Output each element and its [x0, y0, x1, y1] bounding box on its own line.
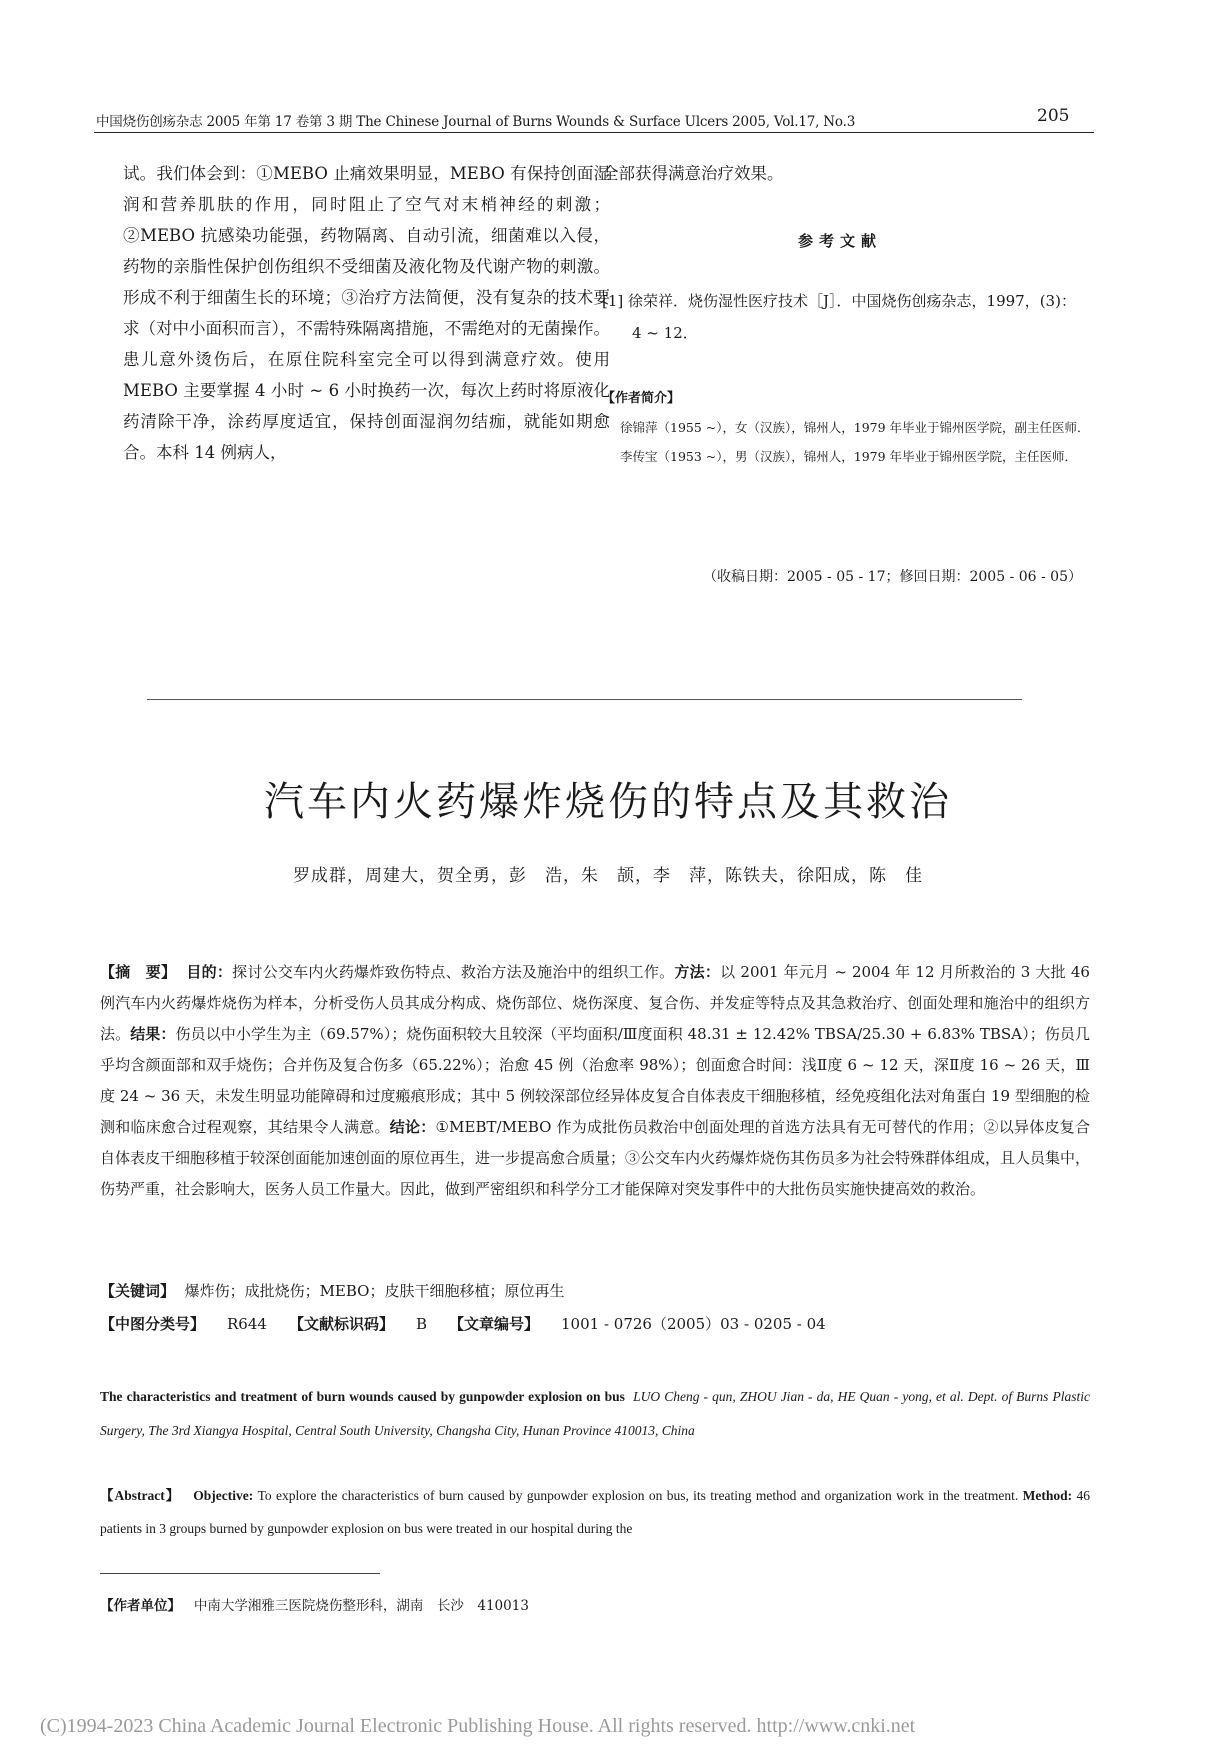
- article-title: 汽车内火药爆炸烧伤的特点及其救治: [264, 779, 952, 825]
- english-method-text: 46 patients in 3 groups burned by gunpowder explosion on bus were treated in our hospital during the: [100, 1488, 1091, 1536]
- author-list: 罗成群，周建大，贺全勇，彭 浩，朱 颉，李 萍，陈铁夫，徐阳成，陈 佳: [293, 866, 923, 886]
- reference-item: [1] 徐荣祥．烧伤湿性医疗技术［J］．中国烧伤创疡杂志，1997，(3)：4 ~ 12．: [602, 292, 1076, 342]
- english-title-block: [100, 1380, 1090, 1448]
- keywords-label: 【关键词】: [100, 1282, 176, 1300]
- chinese-abstract: [100, 957, 1090, 1205]
- article-no-value: 1001 - 0726（2005）03 - 0205 - 04: [561, 1315, 826, 1333]
- english-objective-text: To explore the characteristics of burn caused by gunpowder explosion on bus, its treating method and organization work in the treatment.: [257, 1488, 1019, 1503]
- objective-text: 探讨公交车内火药爆炸致伤特点、救治方法及施治中的组织工作。: [232, 963, 675, 981]
- english-title: The characteristics and treatment of burn wounds caused by gunpowder explosion on bus: [100, 1389, 625, 1404]
- keywords-text: 爆炸伤；成批烧伤；MEBO；皮肤干细胞移植；原位再生: [184, 1282, 565, 1300]
- method-label: 方法：: [674, 963, 721, 981]
- method-text: 以 2001 年元月 ~ 2004 年 12 月所救治的 3 大批 46 例汽车内火药爆炸烧伤为样本，分析受伤人员其成分构成、烧伤部位、烧伤深度、复合伤、并发症等特点及其急救治疗、创面处理和施治中的组织方法。: [100, 963, 1090, 1043]
- conclusion-text: ①MEBT/MEBO 作为成批伤员救治中创面处理的首选方法具有无可替代的作用；②以异体皮复合自体表皮干细胞移植于较深创面能加速创面的原位再生，进一步提高愈合质量；③公交车内火药爆炸烧伤其伤员多为社会特殊群体组成，且人员集中，伤势严重，社会影响大，医务人员工作量大。因此，做到严密组织和科学分工才能保障对突发事件中的大批伤员实施快捷高效的救治。: [100, 1118, 1091, 1198]
- english-method-label: Method:: [1022, 1488, 1073, 1503]
- author-unit-text: 中南大学湘雅三医院烧伤整形科，湖南 长沙 410013: [193, 1598, 529, 1614]
- clc-label: 【中图分类号】: [100, 1315, 206, 1333]
- author-bio: [602, 384, 1092, 471]
- prev-article-left-column: [123, 158, 610, 468]
- result-label: 结果：: [130, 1025, 176, 1043]
- running-header: 中国烧伤创疡杂志 2005 年第 17 卷第 3 期 The Chinese Journal of Burns Wounds & Surface Ulcers 2005, Vol.17, No.3: [96, 114, 856, 130]
- prev-article-paragraph: 试。我们体会到：①MEBO 止痛效果明显，MEBO 有保持创面湿润和营养肌肤的作用，同时阻止了空气对末梢神经的刺激；②MEBO 抗感染功能强，药物隔离、自动引流，细菌难以入侵，药物的亲脂性保护创伤组织不受细菌及液化物及代谢产物的刺激。形成不利于细菌生长的环境；③治疗方法简便，没有复杂的技术要求（对中小面积而言），不需特殊隔离措施，不需绝对的无菌操作。患儿意外烫伤后，在原住院科室完全可以得到满意疗效。使用 MEBO 主要掌握 4 小时 ~ 6 小时换药一次，每次上药时将原液化药清除干净，涂药厚度适宜，保持创面湿润勿结痂，就能如期愈合。本科 14 例病人，: [123, 164, 610, 462]
- doc-code-label: 【文献标识码】: [288, 1315, 394, 1333]
- references-heading: 参考文献: [797, 232, 882, 250]
- received-dates: （收稿日期：2005 - 05 - 17；修回日期：2005 - 06 - 05）: [702, 569, 1082, 585]
- doc-code-value: B: [415, 1315, 427, 1333]
- article-no-label: 【文章编号】: [449, 1315, 540, 1333]
- author-unit-footnote: [100, 1594, 529, 1614]
- result-text: 伤员以中小学生为主（69.57%）；烧伤面积较大且较深（平均面积/Ⅲ度面积 48.31 ± 12.42% TBSA/25.30 + 6.83% TBSA）；伤员几乎均含颜面部和双手烧伤；合并伤及复合伤多（65.22%）；治愈 45 例（治愈率 98%）；创面愈合时间：浅Ⅱ度 6 ~ 12 天，深Ⅱ度 16 ~ 26 天，Ⅲ度 24 ~ 36 天，未发生明显功能障碍和过度瘢痕形成；其中 5 例较深部位经异体皮复合自体表皮干细胞移植，经免疫组化法对角蛋白 19 型细胞的检测和临床愈合过程观察，其结果令人满意。: [100, 1025, 1090, 1136]
- author-unit-label: 【作者单位】: [100, 1598, 181, 1614]
- header-rule: [94, 132, 1094, 133]
- article-separator: [147, 699, 1022, 700]
- author-bio-item: 徐锦萍（1955 ~），女（汉族），锦州人，1979 年毕业于锦州医学院，副主任医师．: [620, 420, 1090, 435]
- conclusion-label: 结论：: [389, 1118, 436, 1136]
- footnote-rule: [100, 1573, 380, 1574]
- copyright-notice: (C)1994-2023 China Academic Journal Electronic Publishing House. All rights reserved. http://www.cnki.net: [40, 1715, 916, 1737]
- abstract-label: 【摘 要】: [100, 963, 177, 981]
- reference-list: [602, 285, 1082, 349]
- author-bio-item: 李传宝（1953 ~），男（汉族），锦州人，1979 年毕业于锦州医学院，主任医师．: [620, 449, 1078, 464]
- author-bio-heading: 【作者简介】: [602, 391, 681, 406]
- objective-label: 目的：: [186, 963, 233, 981]
- english-abstract: [100, 1479, 1090, 1545]
- prev-article-right-continuation: 全部获得满意治疗效果。: [602, 164, 784, 183]
- english-abstract-label: 【Abstract】: [100, 1488, 181, 1503]
- english-objective-label: Objective:: [193, 1488, 254, 1503]
- classification-line: [100, 1313, 1090, 1334]
- english-authors: LUO Cheng - qun, ZHOU Jian - da, HE Quan - yong, et al.: [633, 1389, 964, 1404]
- keywords-line: [100, 1280, 1090, 1301]
- clc-value: R644: [227, 1315, 267, 1333]
- english-postcode: 410013, China: [614, 1423, 695, 1438]
- english-affiliation: Dept. of Burns Plastic Surgery, The 3rd Xiangya Hospital, Central South University, Changsha City, Hunan Province: [100, 1389, 1090, 1438]
- page-number: 205: [1037, 106, 1070, 126]
